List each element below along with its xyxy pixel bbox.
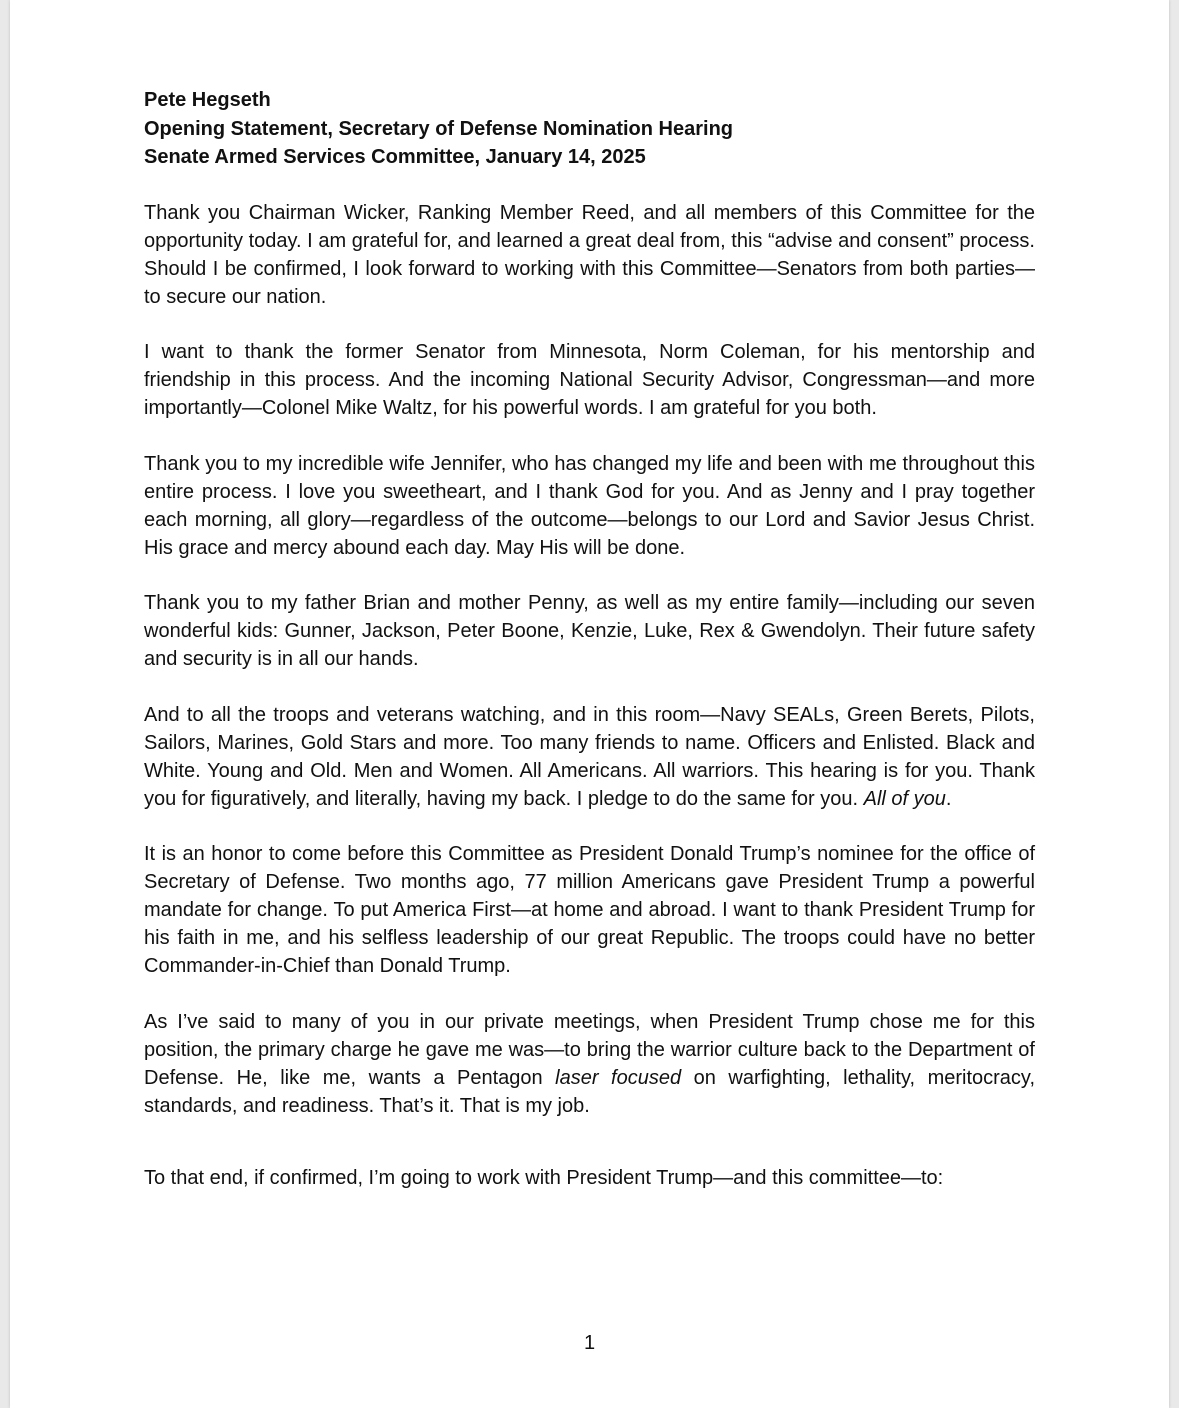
paragraph-text: As I’ve said to many of you in our private meetings, when President Trump chose me for this position, the primary charge he gave me was—to bring the warrior culture back to the Department of Defense. He, like me, wants a Pentagon bbox=[144, 1010, 1035, 1089]
emphasis-text: All of you bbox=[863, 787, 946, 810]
paragraph-thanks-family: Thank you to my father Brian and mother Penny, as well as my entire family—including our seven wonderful kids: Gunner, Jackson, Peter Boone, Kenzie, Luke, Rex & Gwendolyn. Their future safety and security is in all our hands. bbox=[144, 592, 1035, 670]
paragraph-warrior-culture bbox=[144, 1008, 1035, 1120]
document-page bbox=[10, 0, 1169, 1408]
paragraph-to-that-end: To that end, if confirmed, I’m going to work with President Trump—and this committee—to: bbox=[144, 1166, 944, 1189]
paragraph-thanks-coleman-waltz: I want to thank the former Senator from Minnesota, Norm Coleman, for his mentorship and friendship in this process. And the incoming National Security Advisor, Congressman—and more importantly—Colonel Mike Waltz, for his powerful words. I am grateful for you both. bbox=[144, 341, 1035, 419]
document-header bbox=[144, 86, 1035, 172]
author-name: Pete Hegseth bbox=[144, 89, 271, 111]
paragraph-thanks-committee: Thank you Chairman Wicker, Ranking Member Reed, and all members of this Committee for the opportunity today. I am grateful for, and learned a great deal from, this “advise and consent” process. Should I be confirmed, I look forward to working with this Committee—Senators from both parties—to secure our nation. bbox=[144, 201, 1035, 308]
paragraph-text-end: . bbox=[945, 787, 952, 810]
emphasis-text: laser focused bbox=[555, 1066, 682, 1089]
page-content bbox=[144, 86, 1035, 1219]
venue-and-date: Senate Armed Services Committee, January 14, 2025 bbox=[144, 146, 646, 168]
paragraph-honor-nominee: It is an honor to come before this Committee as President Donald Trump’s nominee for the office of Secretary of Defense. Two months ago, 77 million Americans gave President Trump a powerful mandate for change. To put America First—at home and abroad. I want to thank President Trump for his faith in me, and his selfless leadership of our great Republic. The troops could have no better Commander-in-Chief than Donald Trump. bbox=[144, 843, 1035, 977]
document-title: Opening Statement, Secretary of Defense Nomination Hearing bbox=[144, 117, 734, 140]
page-number: 1 bbox=[583, 1332, 596, 1354]
paragraph-text: And to all the troops and veterans watching, and in this room—Navy SEALs, Green Berets, Pilots, Sailors, Marines, Gold Stars and more. Too many friends to name. Officers and Enlisted. Black and White. Young and Old. Men and Women. All Americans. All warriors. This hearing is for you. Thank you for figuratively, and literally, having my back. I pledge to do the same for you. bbox=[144, 703, 1035, 810]
paragraph-thanks-troops bbox=[144, 701, 1035, 813]
paragraph-text-end: on warfighting, lethality, meritocracy, standards, and readiness. That’s it. That is my job. bbox=[144, 1066, 1035, 1117]
paragraph-thanks-wife: Thank you to my incredible wife Jennifer, who has changed my life and been with me throughout this entire process. I love you sweetheart, and I thank God for you. And as Jenny and I pray together each morning, all glory—regardless of the outcome—belongs to our Lord and Savior Jesus Christ. His grace and mercy abound each day. May His will be done. bbox=[144, 452, 1035, 559]
